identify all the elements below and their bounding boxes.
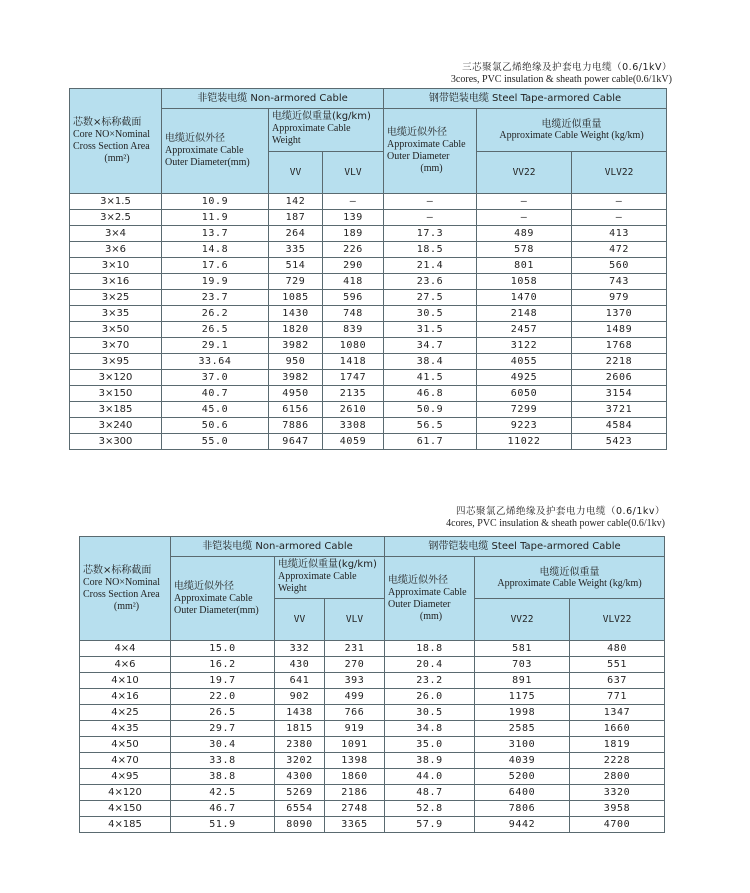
cell-vv: 6554: [275, 801, 325, 817]
table1-armored-header: 钢带铠装电缆 Steel Tape-armored Cable: [384, 89, 667, 109]
table2-col-vlv: VLV: [325, 599, 385, 641]
cell-vlv: 1398: [325, 753, 385, 769]
table-row: [70, 210, 667, 226]
cell-vlv22: 5423: [572, 434, 667, 450]
cell-dia: 51.9: [171, 817, 275, 833]
cell-vlv: 189: [323, 226, 384, 242]
cell-vv: 335: [269, 242, 323, 258]
table-row: [80, 737, 665, 753]
cell-vlv22: 2606: [572, 370, 667, 386]
cell-vv: 5269: [275, 785, 325, 801]
cell-vv22: 7299: [477, 402, 572, 418]
cell-vv: 4300: [275, 769, 325, 785]
table1-weight2-header: 电缆近似重量 Approximate Cable Weight (kg/km): [477, 109, 667, 152]
cell-vv22: 4039: [475, 753, 570, 769]
cell-size: 4×10: [80, 673, 171, 689]
cell-vlv22: 979: [572, 290, 667, 306]
cell-dia: 30.4: [171, 737, 275, 753]
cell-size: 3×6: [70, 242, 162, 258]
cell-dia2: 44.0: [385, 769, 475, 785]
cell-size: 3×35: [70, 306, 162, 322]
cell-vv22: 7806: [475, 801, 570, 817]
cell-vv22: 703: [475, 657, 570, 673]
table1-diameter-header: 电缆近似外径 Approximate Cable Outer Diameter(mm): [162, 109, 269, 194]
cell-dia2: 46.8: [384, 386, 477, 402]
cell-vlv22: 560: [572, 258, 667, 274]
cell-dia: 50.6: [162, 418, 269, 434]
cell-vv22: 2148: [477, 306, 572, 322]
cell-vlv22: 1370: [572, 306, 667, 322]
cell-vv: 9647: [269, 434, 323, 450]
cell-vlv: 839: [323, 322, 384, 338]
cell-vv: 430: [275, 657, 325, 673]
cell-dia2: 17.3: [384, 226, 477, 242]
table-row: [70, 194, 667, 210]
cell-size: 4×4: [80, 641, 171, 657]
cell-vlv22: 1660: [570, 721, 665, 737]
cell-vlv: 748: [323, 306, 384, 322]
cell-vlv: 499: [325, 689, 385, 705]
cell-vlv: 4059: [323, 434, 384, 450]
cell-dia2: 34.7: [384, 338, 477, 354]
cell-vv22: –: [477, 210, 572, 226]
cell-dia: 29.1: [162, 338, 269, 354]
cell-vv22: 581: [475, 641, 570, 657]
cell-vv22: 2457: [477, 322, 572, 338]
table2-weight2-header: 电缆近似重量 Approximate Cable Weight (kg/km): [475, 557, 665, 599]
cell-vv22: 5200: [475, 769, 570, 785]
cell-dia: 38.8: [171, 769, 275, 785]
cell-vlv22: 3721: [572, 402, 667, 418]
table1-col-vlv22: VLV22: [572, 152, 667, 194]
cell-vlv: 2135: [323, 386, 384, 402]
cell-vlv: 1418: [323, 354, 384, 370]
cell-vlv: 3365: [325, 817, 385, 833]
cell-vv22: 6400: [475, 785, 570, 801]
cell-vv: 1815: [275, 721, 325, 737]
cell-vlv22: 1489: [572, 322, 667, 338]
cell-dia: 42.5: [171, 785, 275, 801]
cell-dia: 10.9: [162, 194, 269, 210]
table-row: [70, 354, 667, 370]
cell-vv22: 1470: [477, 290, 572, 306]
table1-diameter2-header: 电缆近似外径 Approximate Cable Outer Diameter (mm): [384, 109, 477, 194]
table1-caption-en: 3cores, PVC insulation & sheath power cable(0.6/1kV): [450, 74, 672, 85]
cell-vv: 187: [269, 210, 323, 226]
cell-dia: 29.7: [171, 721, 275, 737]
table-row: [70, 274, 667, 290]
cell-dia: 33.8: [171, 753, 275, 769]
table1-weight-header: 电缆近似重量(kg/km) Approximate Cable Weight: [269, 109, 384, 152]
table2-caption-en: 4cores, PVC insulation & sheath power cable(0.6/1kv): [446, 518, 665, 529]
cell-dia: 23.7: [162, 290, 269, 306]
cell-dia2: 34.8: [385, 721, 475, 737]
cell-dia2: 52.8: [385, 801, 475, 817]
cell-dia2: 38.4: [384, 354, 477, 370]
cell-vv22: 489: [477, 226, 572, 242]
table-row: [80, 769, 665, 785]
cell-vv: 1820: [269, 322, 323, 338]
cell-dia: 26.5: [171, 705, 275, 721]
table2: [79, 536, 665, 833]
table-row: [80, 785, 665, 801]
cell-dia2: 23.6: [384, 274, 477, 290]
cell-vlv22: 413: [572, 226, 667, 242]
table2-body: [80, 641, 665, 833]
cell-vlv: 919: [325, 721, 385, 737]
table-row: [80, 705, 665, 721]
cell-dia: 13.7: [162, 226, 269, 242]
cell-vlv: 1091: [325, 737, 385, 753]
cell-vlv22: –: [572, 210, 667, 226]
table2-armored-header: 钢带铠装电缆 Steel Tape-armored Cable: [385, 537, 665, 557]
cell-vv22: –: [477, 194, 572, 210]
table2-caption-cn: 四芯聚氯乙烯绝缘及护套电力电缆（0.6/1kv）: [456, 506, 665, 517]
cell-dia: 17.6: [162, 258, 269, 274]
cell-dia: 26.2: [162, 306, 269, 322]
cell-vlv22: 1768: [572, 338, 667, 354]
cell-size: 4×150: [80, 801, 171, 817]
cell-vlv: 596: [323, 290, 384, 306]
cell-vlv22: 4700: [570, 817, 665, 833]
cell-dia2: 21.4: [384, 258, 477, 274]
cell-vv: 332: [275, 641, 325, 657]
table2-col-vv22: VV22: [475, 599, 570, 641]
cell-vv: 2380: [275, 737, 325, 753]
cell-size: 4×185: [80, 817, 171, 833]
cell-size: 4×120: [80, 785, 171, 801]
cell-vlv22: 2800: [570, 769, 665, 785]
table-row: [70, 290, 667, 306]
cell-size: 3×25: [70, 290, 162, 306]
table-row: [70, 306, 667, 322]
table-row: [80, 641, 665, 657]
cell-vlv22: 771: [570, 689, 665, 705]
table-row: [80, 753, 665, 769]
cell-dia2: 20.4: [385, 657, 475, 673]
table-row: [70, 322, 667, 338]
cell-dia: 15.0: [171, 641, 275, 657]
cell-vv22: 4055: [477, 354, 572, 370]
table-row: [80, 689, 665, 705]
cell-dia: 37.0: [162, 370, 269, 386]
table1-caption-cn: 三芯聚氯乙烯绝缘及护套电力电缆（0.6/1kV）: [462, 62, 672, 73]
table2-col-vlv22: VLV22: [570, 599, 665, 641]
cell-size: 3×120: [70, 370, 162, 386]
cell-dia: 14.8: [162, 242, 269, 258]
cell-dia: 11.9: [162, 210, 269, 226]
table-row: [70, 258, 667, 274]
cell-vv22: 801: [477, 258, 572, 274]
cell-vlv: 418: [323, 274, 384, 290]
cell-vlv22: 4584: [572, 418, 667, 434]
cell-size: 4×16: [80, 689, 171, 705]
table2-diameter2-header: 电缆近似外径 Approximate Cable Outer Diameter (mm): [385, 557, 475, 641]
cell-size: 4×6: [80, 657, 171, 673]
table-row: [70, 418, 667, 434]
cell-vv22: 1058: [477, 274, 572, 290]
cell-dia2: 30.5: [384, 306, 477, 322]
cell-dia2: –: [384, 194, 477, 210]
cell-dia: 26.5: [162, 322, 269, 338]
cell-vlv22: 3958: [570, 801, 665, 817]
table-row: [70, 402, 667, 418]
table2-size-header: 芯数×标称截面 Core NO×Nominal Cross Section Area (mm²): [80, 537, 171, 641]
cell-vlv: 393: [325, 673, 385, 689]
cell-size: 4×50: [80, 737, 171, 753]
table-row: [80, 801, 665, 817]
cell-size: 3×300: [70, 434, 162, 450]
table2-non-armored-header: 非铠装电缆 Non-armored Cable: [171, 537, 385, 557]
table1-col-vv: VV: [269, 152, 323, 194]
cell-dia2: 50.9: [384, 402, 477, 418]
cell-vv: 641: [275, 673, 325, 689]
cell-vlv22: 743: [572, 274, 667, 290]
cell-vv: 1430: [269, 306, 323, 322]
cell-vv: 142: [269, 194, 323, 210]
table2-caption: [446, 506, 665, 530]
cell-vv: 8090: [275, 817, 325, 833]
cell-size: 3×185: [70, 402, 162, 418]
cell-dia: 22.0: [171, 689, 275, 705]
cell-vlv22: 3320: [570, 785, 665, 801]
cell-vv22: 3100: [475, 737, 570, 753]
cell-vlv22: 1819: [570, 737, 665, 753]
table2-diameter-header: 电缆近似外径 Approximate Cable Outer Diameter(mm): [171, 557, 275, 641]
cell-vv22: 1175: [475, 689, 570, 705]
table-row: [80, 673, 665, 689]
cell-vlv: 270: [325, 657, 385, 673]
cell-vlv: 2610: [323, 402, 384, 418]
cell-vlv22: 2218: [572, 354, 667, 370]
cell-vv22: 891: [475, 673, 570, 689]
cell-vlv: 3308: [323, 418, 384, 434]
cell-size: 4×35: [80, 721, 171, 737]
cell-vlv: 2748: [325, 801, 385, 817]
table2-weight-header: 电缆近似重量(kg/km) Approximate Cable Weight: [275, 557, 385, 599]
cell-dia2: 41.5: [384, 370, 477, 386]
cell-vv: 1438: [275, 705, 325, 721]
table-row: [70, 434, 667, 450]
cell-size: 3×240: [70, 418, 162, 434]
cell-vlv22: 551: [570, 657, 665, 673]
cell-vlv: 139: [323, 210, 384, 226]
table-row: [70, 370, 667, 386]
cell-vlv: 1747: [323, 370, 384, 386]
table1-size-header: 芯数×标称截面 Core NO×Nominal Cross Section Area (mm²): [70, 89, 162, 194]
cell-vv: 3202: [275, 753, 325, 769]
cell-vlv: 1860: [325, 769, 385, 785]
cell-size: 4×25: [80, 705, 171, 721]
cell-size: 3×4: [70, 226, 162, 242]
cell-vv22: 3122: [477, 338, 572, 354]
cell-vlv: 766: [325, 705, 385, 721]
table2-col-vv: VV: [275, 599, 325, 641]
cell-dia: 19.9: [162, 274, 269, 290]
cell-size: 3×150: [70, 386, 162, 402]
cell-vv22: 1998: [475, 705, 570, 721]
cell-dia: 40.7: [162, 386, 269, 402]
cell-dia: 45.0: [162, 402, 269, 418]
cell-vlv22: 1347: [570, 705, 665, 721]
cell-vv22: 2585: [475, 721, 570, 737]
table-row: [70, 338, 667, 354]
cell-vv: 902: [275, 689, 325, 705]
table-row: [70, 226, 667, 242]
cell-dia: 46.7: [171, 801, 275, 817]
cell-vlv: 1080: [323, 338, 384, 354]
cell-vlv: –: [323, 194, 384, 210]
cell-vlv22: 480: [570, 641, 665, 657]
table1-caption: [451, 62, 672, 86]
table1-body: [70, 194, 667, 450]
table-row: [80, 657, 665, 673]
table-row: [70, 242, 667, 258]
cell-dia: 16.2: [171, 657, 275, 673]
cell-vlv: 290: [323, 258, 384, 274]
cell-dia2: 56.5: [384, 418, 477, 434]
cell-dia: 55.0: [162, 434, 269, 450]
cell-dia: 19.7: [171, 673, 275, 689]
cell-dia2: 18.5: [384, 242, 477, 258]
table-row: [70, 386, 667, 402]
cell-vv: 7886: [269, 418, 323, 434]
cell-vv: 514: [269, 258, 323, 274]
cell-vv: 4950: [269, 386, 323, 402]
cell-vlv22: 472: [572, 242, 667, 258]
cell-vv22: 9223: [477, 418, 572, 434]
cell-vv: 1085: [269, 290, 323, 306]
table-row: [80, 817, 665, 833]
cell-vv: 729: [269, 274, 323, 290]
cell-vlv: 226: [323, 242, 384, 258]
cell-size: 3×2.5: [70, 210, 162, 226]
cell-size: 3×95: [70, 354, 162, 370]
cell-dia2: 31.5: [384, 322, 477, 338]
cell-dia2: 18.8: [385, 641, 475, 657]
cell-size: 3×1.5: [70, 194, 162, 210]
cell-vv22: 11022: [477, 434, 572, 450]
cell-vv: 6156: [269, 402, 323, 418]
cell-size: 3×50: [70, 322, 162, 338]
cell-size: 4×70: [80, 753, 171, 769]
cell-dia2: 57.9: [385, 817, 475, 833]
cell-vv22: 4925: [477, 370, 572, 386]
cell-vv: 3982: [269, 370, 323, 386]
table1-col-vlv: VLV: [323, 152, 384, 194]
cell-dia2: 27.5: [384, 290, 477, 306]
cell-vv: 950: [269, 354, 323, 370]
cell-size: 3×70: [70, 338, 162, 354]
cell-dia: 33.64: [162, 354, 269, 370]
cell-vv22: 6050: [477, 386, 572, 402]
table-row: [80, 721, 665, 737]
cell-vv22: 9442: [475, 817, 570, 833]
table1-non-armored-header: 非铠装电缆 Non-armored Cable: [162, 89, 384, 109]
table1-col-vv22: VV22: [477, 152, 572, 194]
cell-vv: 264: [269, 226, 323, 242]
cell-size: 3×16: [70, 274, 162, 290]
table1: [69, 88, 667, 450]
cell-vlv: 2186: [325, 785, 385, 801]
cell-vv: 3982: [269, 338, 323, 354]
cell-dia2: 61.7: [384, 434, 477, 450]
cell-size: 4×95: [80, 769, 171, 785]
cell-dia2: 35.0: [385, 737, 475, 753]
cell-vlv22: 3154: [572, 386, 667, 402]
cell-dia2: –: [384, 210, 477, 226]
cell-vv22: 578: [477, 242, 572, 258]
cell-dia2: 26.0: [385, 689, 475, 705]
cell-vlv22: 2228: [570, 753, 665, 769]
cell-size: 3×10: [70, 258, 162, 274]
cell-dia2: 48.7: [385, 785, 475, 801]
cell-dia2: 30.5: [385, 705, 475, 721]
cell-dia2: 38.9: [385, 753, 475, 769]
cell-vlv: 231: [325, 641, 385, 657]
cell-dia2: 23.2: [385, 673, 475, 689]
cell-vlv22: –: [572, 194, 667, 210]
cell-vlv22: 637: [570, 673, 665, 689]
